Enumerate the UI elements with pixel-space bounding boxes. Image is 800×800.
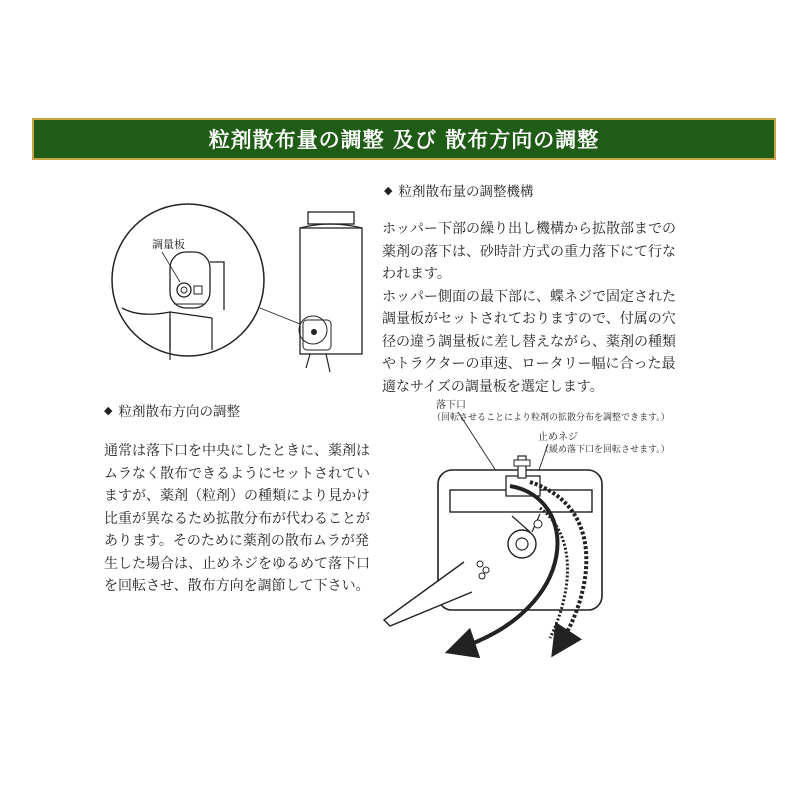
label-adjusting-plate: 調量板 [152,238,185,251]
paragraph-line: ますが、薬剤（粒剤）の種類により見かけ [104,488,370,504]
heading-text: 粒剤散布量の調整機構 [398,184,534,200]
label-stop-screw-note: （緩め落下口を回転させます。） [540,445,670,455]
paragraph-direction [104,440,370,598]
paragraph-line: われます。 [382,266,451,282]
paragraph-line: やトラクターの車速、ロータリー幅に合った最 [382,356,676,372]
paragraph-line: 径の違う調量板に差し替えながら、薬剤の種類 [382,333,676,350]
paragraph-line: 適なサイズの調量板を選定します。 [382,378,604,395]
paragraph-line: 薬剤の落下は、砂時計方式の重力落下にて行な [382,243,676,260]
paragraph-line: 比重が異なるため拡散分布が代わることが [104,510,370,527]
paragraph-line: を回転させ、散布方向を調節して下さい。 [104,578,370,594]
diamond-bullet-icon: ◆ [104,403,113,417]
section-heading-mechanism [384,180,533,200]
paragraph-line: ムラなく散布できるようにセットされてい [104,465,370,482]
paragraph-line: あります。そのために薬剤の散布ムラが発 [104,533,369,549]
paragraph-line: 調量板がセットされておりますので、付属の穴 [382,311,676,327]
paragraph-line: 通常は落下口を中央にしたときに、薬剤は [104,443,370,459]
paragraph-line: ホッパー側面の最下部に、蝶ネジで固定された [382,288,676,305]
section-heading-direction [104,400,240,420]
banner-title: 粒剤散布量の調整 及び 散布方向の調整 [208,128,600,152]
paragraph-line: 生した場合は、止めネジをゆるめて落下口 [104,555,370,572]
diamond-bullet-icon: ◆ [384,183,393,197]
paragraph-mechanism [382,218,676,398]
heading-text: 粒剤散布方向の調整 [118,404,240,420]
hopper-illustration [100,200,360,380]
paragraph-line: ホッパー下部の繰り出し機構から拡散部までの [382,221,676,237]
title-banner [32,118,776,160]
spreader-illustration [380,398,700,658]
label-drop-outlet: 落下口 [436,400,466,411]
label-stop-screw: 止めネジ [538,432,578,443]
label-drop-outlet-note: （回転させることにより粒剤の拡散分布を調整できます。） [432,413,670,423]
